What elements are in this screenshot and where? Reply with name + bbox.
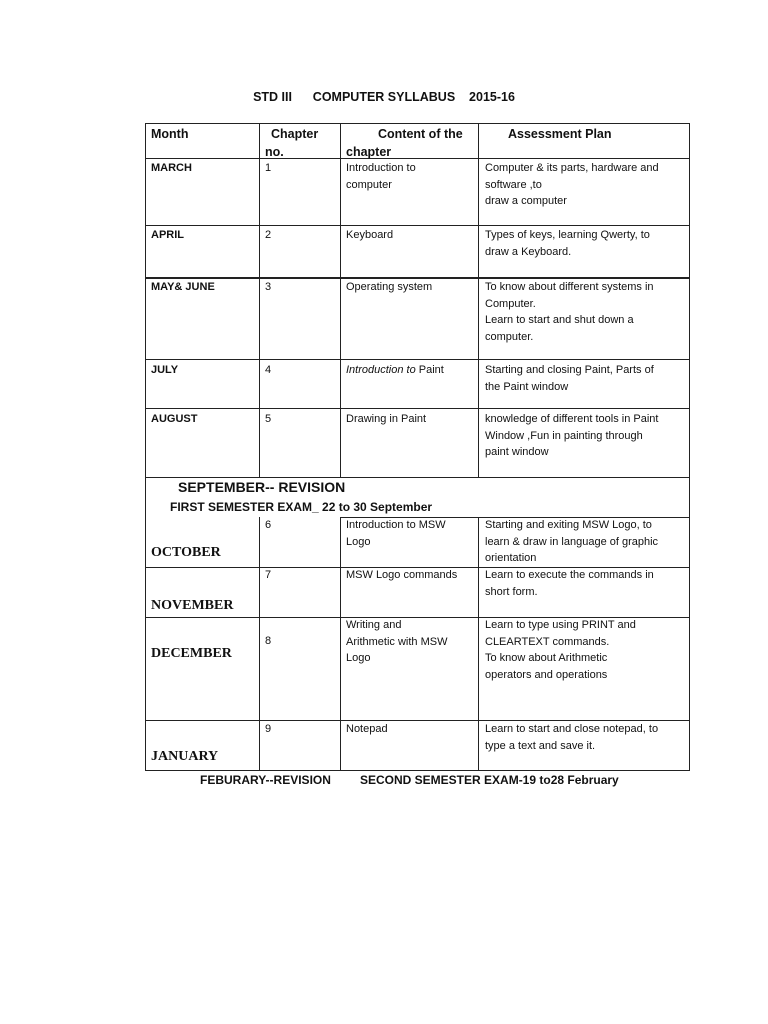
content-cell: Introduction to computer	[346, 162, 416, 191]
month-cell: APRIL	[151, 229, 184, 241]
month-cell: JULY	[151, 364, 179, 376]
header-content: Content of the chapter	[346, 127, 463, 159]
content-cell: Introduction to MSW Logo	[346, 519, 446, 548]
column-divider	[340, 517, 341, 771]
table-border-top	[145, 123, 690, 124]
table-border-bottom	[145, 770, 690, 771]
month-cell: DECEMBER	[151, 646, 232, 661]
assessment-cell: Learn to start and close notepad, to type a text and save it.	[485, 723, 659, 752]
assessment-cell: Learn to type using PRINT and CLEARTEXT commands. To know about Arithmetic operators and operations	[485, 619, 636, 681]
content-cell: Notepad	[346, 723, 388, 735]
content-italic-text: Introduction to	[346, 364, 416, 376]
column-divider	[259, 123, 260, 478]
chapter-cell: 7	[265, 569, 272, 581]
content-cell: Operating system	[346, 281, 433, 293]
table-border-right	[689, 123, 690, 771]
row-divider	[145, 408, 690, 409]
content-cell	[346, 362, 444, 379]
chapter-cell: 1	[265, 162, 272, 174]
month-cell: NOVEMBER	[151, 598, 234, 613]
assessment-cell: Starting and closing Paint, Parts of the Paint window	[485, 364, 654, 393]
row-divider	[145, 359, 690, 360]
column-divider	[340, 123, 341, 478]
footer-second-semester-exam: SECOND SEMESTER EXAM-19 to28 February	[360, 773, 619, 787]
column-divider	[478, 517, 479, 771]
column-divider	[259, 517, 260, 771]
first-semester-exam: FIRST SEMESTER EXAM_ 22 to 30 September	[170, 500, 433, 514]
assessment-cell: Starting and exiting MSW Logo, to learn & draw in language of graphic orientation	[485, 519, 659, 564]
header-assessment: Assessment Plan	[508, 127, 612, 141]
row-divider	[145, 225, 690, 226]
page-title: STD III COMPUTER SYLLABUS 2015-16	[253, 90, 515, 104]
chapter-cell: 9	[265, 723, 272, 735]
assessment-cell: knowledge of different tools in Paint Window ,Fun in painting through paint window	[485, 413, 659, 458]
content-cell: Keyboard	[346, 229, 394, 241]
header-chapter: Chapter no.	[265, 127, 319, 159]
chapter-cell: 5	[265, 413, 272, 425]
chapter-cell: 4	[265, 364, 272, 376]
chapter-cell: 8	[265, 635, 272, 647]
month-cell: MAY& JUNE	[151, 281, 215, 293]
month-cell: MARCH	[151, 162, 192, 174]
chapter-cell: 2	[265, 229, 272, 241]
chapter-cell: 3	[265, 281, 272, 293]
assessment-cell: To know about different systems in Computer. Learn to start and shut down a computer.	[485, 281, 654, 343]
column-divider	[478, 123, 479, 478]
table-border-left	[145, 123, 146, 771]
assessment-cell: Computer & its parts, hardware and software ,to draw a computer	[485, 162, 659, 207]
month-cell: OCTOBER	[151, 545, 221, 560]
content-cell: MSW Logo commands	[346, 569, 458, 581]
header-month: Month	[151, 127, 189, 141]
content-cell: Drawing in Paint	[346, 413, 427, 425]
assessment-cell: Types of keys, learning Qwerty, to draw a Keyboard.	[485, 229, 650, 258]
revision-heading: SEPTEMBER-- REVISION	[178, 479, 346, 495]
assessment-cell: Learn to execute the commands in short form.	[485, 569, 654, 598]
row-divider	[145, 477, 690, 478]
chapter-cell: 6	[265, 519, 272, 531]
month-cell: JANUARY	[151, 749, 219, 764]
month-cell: AUGUST	[151, 413, 198, 425]
content-cell: Writing and Arithmetic with MSW Logo	[346, 619, 448, 664]
content-text: Paint	[415, 364, 444, 376]
footer-revision: FEBURARY--REVISION	[200, 773, 331, 787]
